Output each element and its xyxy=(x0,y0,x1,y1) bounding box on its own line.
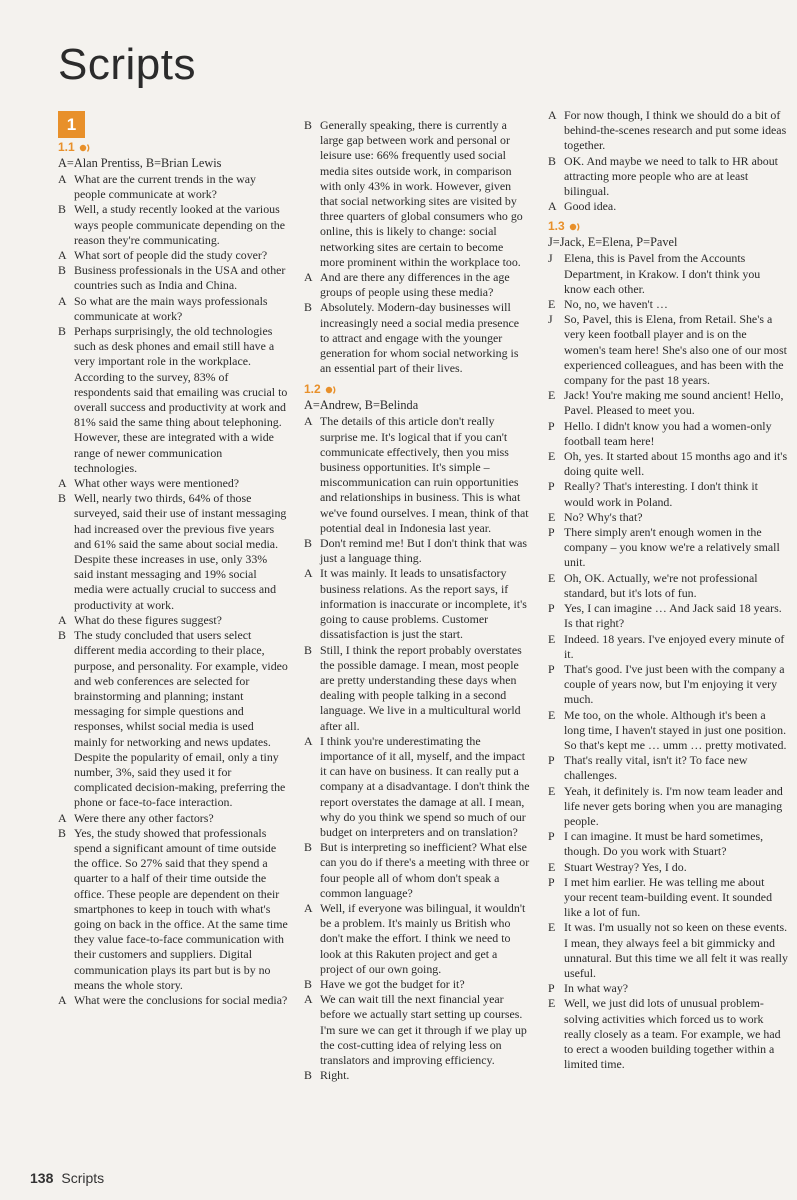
dialogue-turn xyxy=(304,992,532,1068)
turn-text: What do these figures suggest? xyxy=(74,612,222,627)
speaker-letter: A xyxy=(58,293,67,308)
track-heading xyxy=(304,381,532,398)
dialogue-turn xyxy=(548,251,791,297)
turn-text: That's really vital, isn't it? To face new challenges. xyxy=(564,753,748,783)
dialogue-turn xyxy=(548,981,791,996)
speaker-letter: E xyxy=(548,996,556,1011)
dialogue-turn xyxy=(548,829,791,859)
turn-text: Indeed. 18 years. I've enjoyed every minute of it. xyxy=(564,631,785,661)
speaker-letter: E xyxy=(548,449,556,464)
dialogue-turn xyxy=(58,172,290,202)
dialogue-turn xyxy=(304,734,532,840)
speaker-letter: A xyxy=(548,199,557,214)
turn-text: I think you're underestimating the importance of it all, myself, and the impact it can have on business. It can really put a company at a disadvantage. I don't think the report overstates the damage at all. I mean, why do you think we spend so much of our budget on interpreters and on translation? xyxy=(320,733,530,839)
speaker-letter: B xyxy=(304,118,312,132)
dialogue xyxy=(548,251,791,1072)
turn-text: Well, nearly two thirds, 64% of those surveyed, said their use of instant messaging had increased over the previous five years and 61% said the same about social media. Despite these increases in use, only 33% said instant messaging and 19% social media were actually crucial to success and productivity at work. xyxy=(74,491,287,612)
speaker-letter: B xyxy=(304,976,312,991)
turn-text: Good idea. xyxy=(564,199,617,214)
dialogue-turn xyxy=(304,840,532,901)
dialogue-continued xyxy=(304,118,532,376)
speaker-letter: A xyxy=(304,992,313,1007)
turn-text: We can wait till the next financial year before we actually start setting up courses. I'm sure we can get it through if we play up the cost-cutting idea of relying less on translators and improving efficiency. xyxy=(320,992,527,1067)
track-heading xyxy=(548,218,791,235)
speaker-letter: B xyxy=(548,153,556,168)
speaker-letter: J xyxy=(548,251,553,266)
speaker-letter: P xyxy=(548,601,555,616)
dialogue-turn xyxy=(304,536,532,566)
dialogue-turn xyxy=(304,270,532,300)
speaker-letter: E xyxy=(548,388,556,403)
turn-text: Right. xyxy=(320,1068,350,1083)
dialogue-turn xyxy=(548,753,791,783)
speaker-letter: A xyxy=(58,248,67,263)
dialogue-turn xyxy=(58,324,290,476)
turn-text: There simply aren't enough women in the company – you know we're a relatively small unit. xyxy=(564,525,780,570)
speaker-letter: B xyxy=(304,300,312,315)
dialogue-turn xyxy=(548,662,791,708)
speaker-letter: P xyxy=(548,829,555,844)
page-title: Scripts xyxy=(58,40,196,89)
speaker-letter: B xyxy=(304,642,312,657)
turn-text: Elena, this is Pavel from the Accounts Department, in Krakow. I don't think you know each other. xyxy=(564,251,761,296)
speaker-letter: P xyxy=(548,661,555,676)
dialogue-turn xyxy=(58,993,290,1008)
dialogue-continued xyxy=(548,108,791,214)
dialogue-turn xyxy=(548,388,791,418)
speaker-letter: E xyxy=(548,509,556,524)
turn-text: Don't remind me! But I don't think that was just a language thing. xyxy=(320,536,528,566)
speaker-letter: P xyxy=(548,981,555,996)
turn-text: In what way? xyxy=(564,981,629,996)
turn-text: What other ways were mentioned? xyxy=(74,476,240,491)
speaker-letter: P xyxy=(548,525,555,540)
turn-text: The details of this article don't really surprise me. It's logical that if you can't communicate effectively, then you miss business opportunities. It's simple – miscommunication can ruin opportunities and relationships in business. This is what we've found ourselves. I mean, think of that potential deal in Indonesia last year. xyxy=(320,414,529,535)
speaker-letter: B xyxy=(304,536,312,551)
speaker-letter: B xyxy=(58,263,66,278)
dialogue xyxy=(58,172,290,1008)
turn-text: Well, if everyone was bilingual, it wouldn't be a problem. It's mainly us British who don't make the effort. I think we need to look at this Rakuten project and get a project of our own going. xyxy=(320,900,526,976)
speaker-letter: P xyxy=(548,479,555,494)
speaker-letter: A xyxy=(304,566,313,581)
turn-text: Yes, the study showed that professionals spend a significant amount of time outside the office. So 27% said that they spend a quarter to a half of their time outside the office. These people are dependent on their smartphones to keep in touch with what's going on back in the office. At the same time they value face-to-face communication with their customers and suppliers. Digital communication plays its part but is by no means the whole story. xyxy=(74,825,288,992)
turn-text: But is interpreting so inefficient? What else can you do if there's a meeting with three or four people all of whom don't speak a common language? xyxy=(320,840,530,900)
dialogue-turn xyxy=(548,860,791,875)
turn-text: No, no, we haven't … xyxy=(564,297,668,312)
dialogue-turn xyxy=(58,628,290,810)
dialogue-turn xyxy=(548,449,791,479)
speaker-letter: E xyxy=(548,859,556,874)
dialogue-turn xyxy=(548,784,791,830)
speaker-letter: A xyxy=(58,810,67,825)
audio-icon xyxy=(79,142,93,154)
speaker-letter: A xyxy=(58,612,67,627)
dialogue-turn xyxy=(58,294,290,324)
turn-text: And are there any differences in the age groups of people using these media? xyxy=(320,270,510,300)
speaker-letter: B xyxy=(304,840,312,855)
dialogue-turn xyxy=(548,108,791,154)
dialogue-turn xyxy=(548,154,791,200)
track-number: 1.2 xyxy=(304,382,321,397)
dialogue-turn xyxy=(548,525,791,571)
turn-text: What are the current trends in the way people communicate at work? xyxy=(74,172,256,202)
track-number: 1.3 xyxy=(548,219,565,234)
turn-text: Yes, I can imagine … And Jack said 18 years. Is that right? xyxy=(564,601,782,631)
turn-text: Oh, yes. It started about 15 months ago and it's doing quite well. xyxy=(564,449,788,479)
turn-text: Business professionals in the USA and other countries such as India and China. xyxy=(74,263,286,293)
turn-text: So, Pavel, this is Elena, from Retail. She's a very keen football player and is on the women's team here! She's also one of our most experienced colleagues, and has been with the company for the past 18 years. xyxy=(564,312,787,388)
turn-text: I met him earlier. He was telling me about your recent team-building event. It sounded like a lot of fun. xyxy=(564,874,773,920)
speaker-letter: A xyxy=(304,414,313,429)
speaker-letter: J xyxy=(548,312,553,327)
turn-text: It was. I'm usually not so keen on these events. I mean, they always feel a bit gimmicky and unnatural. But this time we all felt it was really useful. xyxy=(564,920,788,980)
dialogue xyxy=(304,414,532,1083)
column-3 xyxy=(548,108,791,1072)
dialogue-turn xyxy=(548,479,791,509)
speaker-letter: A xyxy=(58,992,67,1007)
dialogue-turn xyxy=(58,263,290,293)
dialogue-turn xyxy=(304,118,532,270)
speaker-letter: B xyxy=(304,1068,312,1083)
turn-text: Absolutely. Modern-day businesses will increasingly need a social media presence to attract and engage with the younger generation for whom social networking is an essential part of their lives. xyxy=(320,300,520,376)
dialogue-turn xyxy=(58,491,290,613)
dialogue-turn xyxy=(548,920,791,981)
turn-text: Stuart Westray? Yes, I do. xyxy=(564,859,687,874)
speaker-letter: E xyxy=(548,570,556,585)
page-footer xyxy=(30,1170,104,1186)
speaker-key: A=Andrew, B=Belinda xyxy=(304,398,419,413)
dialogue-turn xyxy=(58,613,290,628)
track-number: 1.1 xyxy=(58,140,75,154)
turn-text: Have we got the budget for it? xyxy=(320,976,465,991)
turn-text: It was mainly. It leads to unsatisfactory business relations. As the report says, if information is inaccurate or incomplete, it's going to cause problems. Customer dissatisfaction is just the start. xyxy=(320,566,527,642)
speaker-letter: P xyxy=(548,418,555,433)
dialogue-turn xyxy=(548,510,791,525)
speaker-key: A=Alan Prentiss, B=Brian Lewis xyxy=(58,156,222,170)
turn-text: So what are the main ways professionals communicate at work? xyxy=(74,293,268,323)
speaker-letter: A xyxy=(304,900,313,915)
dialogue-turn xyxy=(304,566,532,642)
track-heading xyxy=(58,139,290,156)
speaker-letter: A xyxy=(304,733,313,748)
speaker-letter: E xyxy=(548,631,556,646)
column-1 xyxy=(58,139,290,1008)
turn-text: Were there any other factors? xyxy=(74,810,214,825)
dialogue-turn xyxy=(548,419,791,449)
speaker-letter: E xyxy=(548,920,556,935)
turn-text: Perhaps surprisingly, the old technologies such as desk phones and email still have a very important role in the workplace. According to the survey, 83% of respondents said that emailing was crucial to overall success and productivity at work and 81% said the same thing about telephoning. However, these are integrated with a wide range of newer communication technologies. xyxy=(74,324,288,475)
speaker-letter: B xyxy=(58,825,66,840)
dialogue-turn xyxy=(304,901,532,977)
dialogue-turn xyxy=(548,312,791,388)
turn-text: Really? That's interesting. I don't think it would work in Poland. xyxy=(564,479,758,509)
dialogue-turn xyxy=(548,199,791,214)
turn-text: The study concluded that users select different media according to their place, purpose, and personality. For example, video and web conferences are selected for brainstorming and planning; instant messaging for simple questions and responses, whilst social media is used mainly for networking and news updates. Despite the popularity of email, only a tiny number, 3%, said they used it for complicated decision-making, preferring the phone or face-to-face interaction. xyxy=(74,628,288,810)
speaker-letter: B xyxy=(58,628,66,643)
turn-text: That's good. I've just been with the company a couple of years now, but I'm enjoying it very much. xyxy=(564,661,785,707)
dialogue-turn xyxy=(548,875,791,921)
speaker-letter: B xyxy=(58,491,66,506)
page-number: 138 xyxy=(30,1170,54,1186)
speaker-letter: A xyxy=(58,476,67,491)
dialogue-turn xyxy=(58,248,290,263)
dialogue-turn xyxy=(58,476,290,491)
dialogue-turn xyxy=(58,811,290,826)
turn-text: No? Why's that? xyxy=(564,509,643,524)
turn-text: What were the conclusions for social media? xyxy=(74,992,288,1007)
dialogue-turn xyxy=(548,708,791,754)
speaker-letter: P xyxy=(548,753,555,768)
speaker-letter: A xyxy=(58,172,67,186)
turn-text: Generally speaking, there is currently a large gap between work and personal or leisure use: 66% frequently used social media sites outside work, in comparison with only 43% in work. However, given that social networking sites are visited by three quarters of global consumers who go online, this is likely to change: social networking sites are certain to become more prominent within the workplace too. xyxy=(320,118,523,269)
audio-icon xyxy=(325,384,339,396)
dialogue-turn xyxy=(304,300,532,376)
column-2 xyxy=(304,118,532,1083)
dialogue-turn xyxy=(58,826,290,993)
turn-text: Me too, on the whole. Although it's been a long time, I haven't stayed in just one position. So that's kept me … umm … pretty motivated. xyxy=(564,707,787,752)
speaker-letter: A xyxy=(304,270,313,285)
dialogue-turn xyxy=(304,643,532,734)
dialogue-turn xyxy=(548,571,791,601)
turn-text: Oh, OK. Actually, we're not professional standard, but it's lots of fun. xyxy=(564,570,758,600)
speaker-letter: E xyxy=(548,707,556,722)
turn-text: I can imagine. It must be hard sometimes, though. Do you work with Stuart? xyxy=(564,829,764,859)
speaker-key: J=Jack, E=Elena, P=Pavel xyxy=(548,235,678,250)
dialogue-turn xyxy=(304,977,532,992)
dialogue-turn xyxy=(548,601,791,631)
turn-text: Well, a study recently looked at the various ways people communicate depending on the reason they're communicating. xyxy=(74,202,285,247)
turn-text: Yeah, it definitely is. I'm now team leader and life never gets boring when you are managing people. xyxy=(564,783,783,828)
dialogue-turn xyxy=(304,414,532,536)
speaker-letter: A xyxy=(548,108,557,122)
unit-number-badge: 1 xyxy=(58,111,85,138)
dialogue-turn xyxy=(548,996,791,1072)
turn-text: Well, we just did lots of unusual problem-solving activities which forced us to work really closely as a team. For example, we had to erect a wooden building together within a limited time. xyxy=(564,996,781,1072)
dialogue-turn xyxy=(548,297,791,312)
speaker-letter: P xyxy=(548,874,555,889)
dialogue-turn xyxy=(548,632,791,662)
footer-label: Scripts xyxy=(61,1170,105,1186)
speaker-letter: B xyxy=(58,202,66,217)
speaker-letter: E xyxy=(548,783,556,798)
turn-text: OK. And maybe we need to talk to HR about attracting more people who are at least bilingual. xyxy=(564,153,778,199)
dialogue-turn xyxy=(304,1068,532,1083)
dialogue-turn xyxy=(58,202,290,248)
turn-text: Jack! You're making me sound ancient! Hello, Pavel. Pleased to meet you. xyxy=(564,388,784,418)
turn-text: What sort of people did the study cover? xyxy=(74,248,268,263)
audio-icon xyxy=(569,221,583,233)
turn-text: Still, I think the report probably overstates the possible damage. I mean, most people are pretty understanding these days when dealing with people talking in a second language. We live in a multicultural world after all. xyxy=(320,642,522,733)
speaker-letter: E xyxy=(548,297,556,312)
speaker-letter: B xyxy=(58,324,66,339)
turn-text: For now though, I think we should do a bit of behind-the-scenes research and put some ideas together. xyxy=(564,108,787,153)
turn-text: Hello. I didn't know you had a women-only football team here! xyxy=(564,418,772,448)
